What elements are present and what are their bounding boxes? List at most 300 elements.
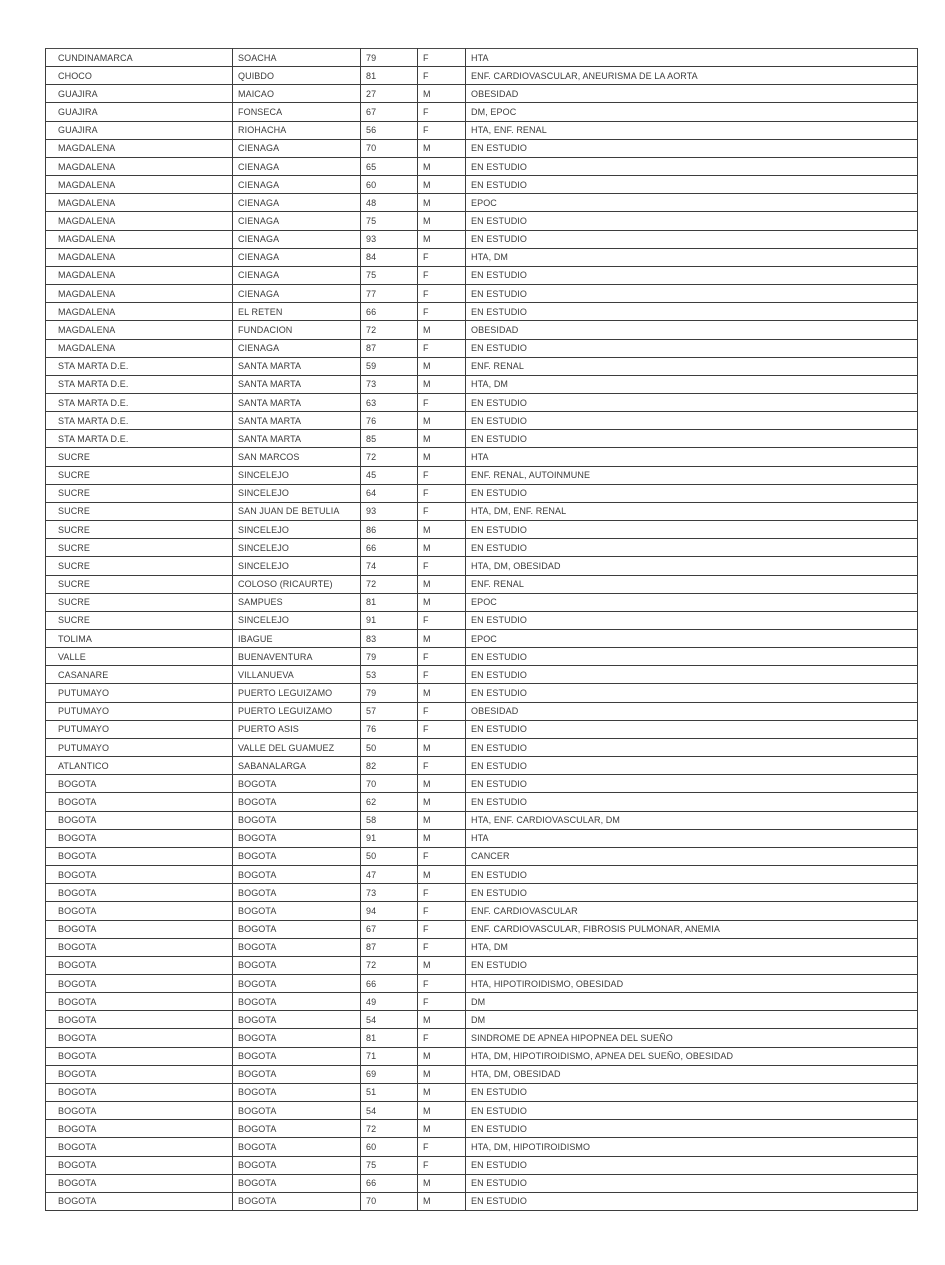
cell-comorbidities: HTA, DM [466,938,918,956]
cell-sex: M [418,630,466,648]
cell-comorbidities: ENF. RENAL [466,357,918,375]
cell-sex: F [418,938,466,956]
cell-sex: F [418,648,466,666]
cell-age: 70 [361,775,418,793]
cell-municipality: SINCELEJO [233,557,361,575]
cell-department: BOGOTA [46,1192,233,1210]
cell-sex: F [418,484,466,502]
cell-comorbidities: EN ESTUDIO [466,684,918,702]
cell-age: 76 [361,412,418,430]
cell-comorbidities: EN ESTUDIO [466,1192,918,1210]
cell-sex: M [418,738,466,756]
cell-municipality: RIOHACHA [233,121,361,139]
cell-municipality: FONSECA [233,103,361,121]
cell-department: MAGDALENA [46,339,233,357]
table-row [46,811,918,829]
cell-age: 47 [361,866,418,884]
cell-comorbidities: EN ESTUDIO [466,1174,918,1192]
cell-age: 50 [361,847,418,865]
cell-department: STA MARTA D.E. [46,357,233,375]
table-row [46,648,918,666]
table-row [46,630,918,648]
cell-sex: F [418,702,466,720]
cell-sex: F [418,248,466,266]
table-row [46,1011,918,1029]
cell-sex: M [418,775,466,793]
cell-comorbidities: ENF. RENAL, AUTOINMUNE [466,466,918,484]
cell-comorbidities: EN ESTUDIO [466,1120,918,1138]
cell-age: 27 [361,85,418,103]
cell-comorbidities: ENF. CARDIOVASCULAR [466,902,918,920]
cell-department: BOGOTA [46,1102,233,1120]
cell-department: MAGDALENA [46,139,233,157]
cell-sex: F [418,466,466,484]
cell-sex: M [418,321,466,339]
cell-municipality: SINCELEJO [233,611,361,629]
cell-municipality: BOGOTA [233,938,361,956]
cell-sex: F [418,611,466,629]
cell-comorbidities: EN ESTUDIO [466,866,918,884]
cell-age: 69 [361,1065,418,1083]
cell-municipality: BOGOTA [233,1083,361,1101]
cell-municipality: BOGOTA [233,1138,361,1156]
cell-sex: F [418,920,466,938]
cell-sex: M [418,829,466,847]
cell-sex: M [418,230,466,248]
cell-comorbidities: OBESIDAD [466,702,918,720]
cell-comorbidities: EN ESTUDIO [466,339,918,357]
records-table-body [46,49,918,1211]
cell-sex: F [418,285,466,303]
cell-sex: M [418,1120,466,1138]
cell-department: BOGOTA [46,993,233,1011]
cell-municipality: BOGOTA [233,1156,361,1174]
cell-sex: F [418,1138,466,1156]
cell-department: MAGDALENA [46,266,233,284]
cell-comorbidities: ENF. RENAL [466,575,918,593]
cell-sex: M [418,1102,466,1120]
cell-comorbidities: EN ESTUDIO [466,484,918,502]
table-row [46,139,918,157]
cell-age: 81 [361,67,418,85]
cell-comorbidities: EPOC [466,630,918,648]
cell-age: 72 [361,321,418,339]
cell-department: PUTUMAYO [46,684,233,702]
cell-sex: M [418,593,466,611]
table-row [46,67,918,85]
cell-age: 66 [361,539,418,557]
cell-age: 73 [361,375,418,393]
cell-municipality: SINCELEJO [233,466,361,484]
cell-municipality: SINCELEJO [233,539,361,557]
cell-age: 49 [361,993,418,1011]
cell-age: 48 [361,194,418,212]
cell-municipality: BOGOTA [233,1011,361,1029]
table-row [46,285,918,303]
cell-comorbidities: HTA [466,49,918,67]
table-row [46,793,918,811]
cell-sex: F [418,303,466,321]
cell-department: BOGOTA [46,902,233,920]
cell-sex: M [418,212,466,230]
cell-sex: M [418,793,466,811]
cell-comorbidities: HTA, DM, OBESIDAD [466,557,918,575]
cell-comorbidities: EN ESTUDIO [466,775,918,793]
cell-department: SUCRE [46,611,233,629]
cell-department: BOGOTA [46,793,233,811]
cell-municipality: BOGOTA [233,1174,361,1192]
table-row [46,1138,918,1156]
cell-age: 91 [361,829,418,847]
cell-municipality: CIENAGA [233,248,361,266]
cell-comorbidities: EN ESTUDIO [466,285,918,303]
cell-department: ATLANTICO [46,757,233,775]
cell-comorbidities: EN ESTUDIO [466,738,918,756]
cell-municipality: BOGOTA [233,1047,361,1065]
cell-sex: F [418,720,466,738]
table-row [46,702,918,720]
cell-comorbidities: ENF. CARDIOVASCULAR, FIBROSIS PULMONAR, ANEMIA [466,920,918,938]
cell-comorbidities: HTA, DM, HIPOTIROIDISMO [466,1138,918,1156]
cell-comorbidities: DM, EPOC [466,103,918,121]
cell-age: 56 [361,121,418,139]
cell-age: 67 [361,103,418,121]
cell-comorbidities: EPOC [466,593,918,611]
cell-municipality: CIENAGA [233,266,361,284]
cell-sex: M [418,866,466,884]
cell-sex: F [418,121,466,139]
cell-comorbidities: EN ESTUDIO [466,176,918,194]
cell-age: 54 [361,1011,418,1029]
table-row [46,266,918,284]
table-row [46,176,918,194]
records-table [45,48,918,1211]
cell-comorbidities: EN ESTUDIO [466,539,918,557]
cell-comorbidities: EN ESTUDIO [466,884,918,902]
cell-department: PUTUMAYO [46,720,233,738]
cell-sex: M [418,1011,466,1029]
cell-department: BOGOTA [46,1029,233,1047]
cell-department: BOGOTA [46,847,233,865]
cell-department: MAGDALENA [46,194,233,212]
table-row [46,1065,918,1083]
cell-department: BOGOTA [46,920,233,938]
cell-age: 67 [361,920,418,938]
cell-age: 70 [361,1192,418,1210]
table-row [46,1192,918,1210]
cell-department: STA MARTA D.E. [46,375,233,393]
table-row [46,393,918,411]
cell-age: 75 [361,1156,418,1174]
cell-age: 57 [361,702,418,720]
cell-municipality: BUENAVENTURA [233,648,361,666]
cell-sex: F [418,993,466,1011]
cell-comorbidities: EN ESTUDIO [466,430,918,448]
cell-municipality: QUIBDO [233,67,361,85]
cell-municipality: SINCELEJO [233,484,361,502]
cell-age: 72 [361,575,418,593]
cell-age: 58 [361,811,418,829]
cell-comorbidities: HTA, DM, ENF. RENAL [466,502,918,520]
table-row [46,1120,918,1138]
cell-age: 71 [361,1047,418,1065]
cell-comorbidities: HTA, HIPOTIROIDISMO, OBESIDAD [466,974,918,992]
cell-comorbidities: OBESIDAD [466,85,918,103]
cell-department: BOGOTA [46,1174,233,1192]
cell-municipality: SANTA MARTA [233,412,361,430]
cell-department: SUCRE [46,448,233,466]
cell-comorbidities: EN ESTUDIO [466,1102,918,1120]
cell-sex: F [418,666,466,684]
cell-department: BOGOTA [46,1138,233,1156]
cell-municipality: FUNDACION [233,321,361,339]
cell-age: 79 [361,648,418,666]
table-row [46,49,918,67]
cell-age: 93 [361,502,418,520]
cell-sex: F [418,502,466,520]
cell-age: 75 [361,266,418,284]
cell-sex: M [418,575,466,593]
table-row [46,1047,918,1065]
cell-municipality: CIENAGA [233,194,361,212]
table-row [46,847,918,865]
cell-age: 45 [361,466,418,484]
cell-department: BOGOTA [46,811,233,829]
cell-comorbidities: EN ESTUDIO [466,212,918,230]
cell-department: SUCRE [46,466,233,484]
cell-sex: M [418,1192,466,1210]
table-row [46,375,918,393]
table-row [46,611,918,629]
cell-department: GUAJIRA [46,121,233,139]
cell-comorbidities: EN ESTUDIO [466,1156,918,1174]
cell-sex: M [418,1065,466,1083]
cell-age: 74 [361,557,418,575]
cell-department: STA MARTA D.E. [46,412,233,430]
cell-age: 54 [361,1102,418,1120]
cell-department: BOGOTA [46,1047,233,1065]
cell-department: CASANARE [46,666,233,684]
cell-sex: M [418,1083,466,1101]
table-row [46,775,918,793]
cell-sex: F [418,557,466,575]
cell-department: MAGDALENA [46,230,233,248]
cell-sex: M [418,412,466,430]
cell-municipality: BOGOTA [233,1192,361,1210]
cell-department: SUCRE [46,575,233,593]
cell-age: 73 [361,884,418,902]
cell-sex: F [418,974,466,992]
cell-comorbidities: CANCER [466,847,918,865]
table-row [46,829,918,847]
table-row [46,593,918,611]
cell-department: CUNDINAMARCA [46,49,233,67]
table-row [46,757,918,775]
cell-comorbidities: EN ESTUDIO [466,757,918,775]
table-row [46,884,918,902]
cell-municipality: PUERTO LEGUIZAMO [233,702,361,720]
cell-department: TOLIMA [46,630,233,648]
cell-age: 82 [361,757,418,775]
cell-sex: M [418,157,466,175]
cell-sex: F [418,847,466,865]
cell-municipality: BOGOTA [233,1029,361,1047]
cell-municipality: SANTA MARTA [233,375,361,393]
cell-department: GUAJIRA [46,103,233,121]
cell-department: BOGOTA [46,1065,233,1083]
cell-municipality: IBAGUE [233,630,361,648]
table-row [46,85,918,103]
cell-department: STA MARTA D.E. [46,393,233,411]
table-row [46,557,918,575]
cell-comorbidities: HTA, ENF. RENAL [466,121,918,139]
cell-department: MAGDALENA [46,248,233,266]
cell-municipality: CIENAGA [233,157,361,175]
cell-age: 83 [361,630,418,648]
cell-sex: F [418,103,466,121]
table-row [46,412,918,430]
table-row [46,1029,918,1047]
cell-department: MAGDALENA [46,212,233,230]
table-row [46,466,918,484]
cell-age: 86 [361,521,418,539]
cell-municipality: BOGOTA [233,829,361,847]
table-row [46,502,918,520]
cell-age: 63 [361,393,418,411]
cell-municipality: CIENAGA [233,176,361,194]
cell-municipality: BOGOTA [233,902,361,920]
cell-municipality: MAICAO [233,85,361,103]
cell-comorbidities: SINDROME DE APNEA HIPOPNEA DEL SUEÑO [466,1029,918,1047]
cell-sex: M [418,357,466,375]
cell-department: MAGDALENA [46,176,233,194]
cell-age: 77 [361,285,418,303]
table-row [46,430,918,448]
cell-municipality: SINCELEJO [233,521,361,539]
table-row [46,938,918,956]
cell-municipality: CIENAGA [233,339,361,357]
table-row [46,121,918,139]
cell-sex: M [418,539,466,557]
table-row [46,974,918,992]
cell-municipality: PUERTO LEGUIZAMO [233,684,361,702]
cell-age: 76 [361,720,418,738]
cell-age: 84 [361,248,418,266]
cell-department: BOGOTA [46,974,233,992]
cell-municipality: BOGOTA [233,1065,361,1083]
cell-age: 62 [361,793,418,811]
cell-municipality: CIENAGA [233,212,361,230]
cell-department: SUCRE [46,557,233,575]
table-row [46,194,918,212]
cell-department: MAGDALENA [46,321,233,339]
table-row [46,1174,918,1192]
cell-comorbidities: EN ESTUDIO [466,956,918,974]
cell-age: 70 [361,139,418,157]
cell-comorbidities: ENF. CARDIOVASCULAR, ANEURISMA DE LA AORTA [466,67,918,85]
cell-department: BOGOTA [46,1120,233,1138]
cell-sex: F [418,49,466,67]
cell-age: 87 [361,938,418,956]
cell-age: 94 [361,902,418,920]
cell-comorbidities: HTA, DM, HIPOTIROIDISMO, APNEA DEL SUEÑO, OBESIDAD [466,1047,918,1065]
table-row [46,484,918,502]
cell-department: PUTUMAYO [46,738,233,756]
cell-sex: M [418,1047,466,1065]
cell-comorbidities: HTA [466,448,918,466]
table-row [46,539,918,557]
table-row [46,866,918,884]
cell-municipality: BOGOTA [233,1102,361,1120]
table-row [46,684,918,702]
cell-sex: M [418,448,466,466]
cell-sex: F [418,266,466,284]
table-row [46,157,918,175]
cell-department: SUCRE [46,502,233,520]
cell-municipality: SAMPUES [233,593,361,611]
cell-municipality: BOGOTA [233,884,361,902]
cell-age: 81 [361,593,418,611]
table-row [46,339,918,357]
table-row [46,738,918,756]
cell-comorbidities: EN ESTUDIO [466,157,918,175]
cell-comorbidities: EN ESTUDIO [466,611,918,629]
cell-department: BOGOTA [46,829,233,847]
cell-sex: M [418,1174,466,1192]
cell-municipality: SANTA MARTA [233,430,361,448]
cell-age: 66 [361,303,418,321]
cell-municipality: BOGOTA [233,811,361,829]
cell-age: 91 [361,611,418,629]
cell-municipality: BOGOTA [233,974,361,992]
cell-department: BOGOTA [46,1011,233,1029]
cell-department: SUCRE [46,521,233,539]
cell-age: 65 [361,157,418,175]
cell-department: VALLE [46,648,233,666]
cell-municipality: PUERTO ASIS [233,720,361,738]
table-row [46,1102,918,1120]
cell-comorbidities: EN ESTUDIO [466,393,918,411]
cell-sex: M [418,811,466,829]
cell-municipality: SAN JUAN DE BETULIA [233,502,361,520]
cell-sex: M [418,956,466,974]
cell-age: 66 [361,974,418,992]
table-row [46,248,918,266]
cell-age: 79 [361,49,418,67]
cell-sex: F [418,393,466,411]
table-row [46,448,918,466]
cell-comorbidities: OBESIDAD [466,321,918,339]
cell-age: 87 [361,339,418,357]
cell-comorbidities: EN ESTUDIO [466,793,918,811]
cell-comorbidities: HTA, DM [466,375,918,393]
cell-department: GUAJIRA [46,85,233,103]
records-table-container [45,48,918,1211]
cell-sex: M [418,139,466,157]
cell-department: BOGOTA [46,1083,233,1101]
cell-comorbidities: EN ESTUDIO [466,139,918,157]
table-row [46,1156,918,1174]
cell-department: BOGOTA [46,866,233,884]
cell-comorbidities: EN ESTUDIO [466,1083,918,1101]
cell-comorbidities: HTA, DM [466,248,918,266]
cell-sex: F [418,884,466,902]
cell-comorbidities: EN ESTUDIO [466,303,918,321]
cell-age: 79 [361,684,418,702]
table-row [46,212,918,230]
cell-department: CHOCO [46,67,233,85]
cell-sex: F [418,757,466,775]
